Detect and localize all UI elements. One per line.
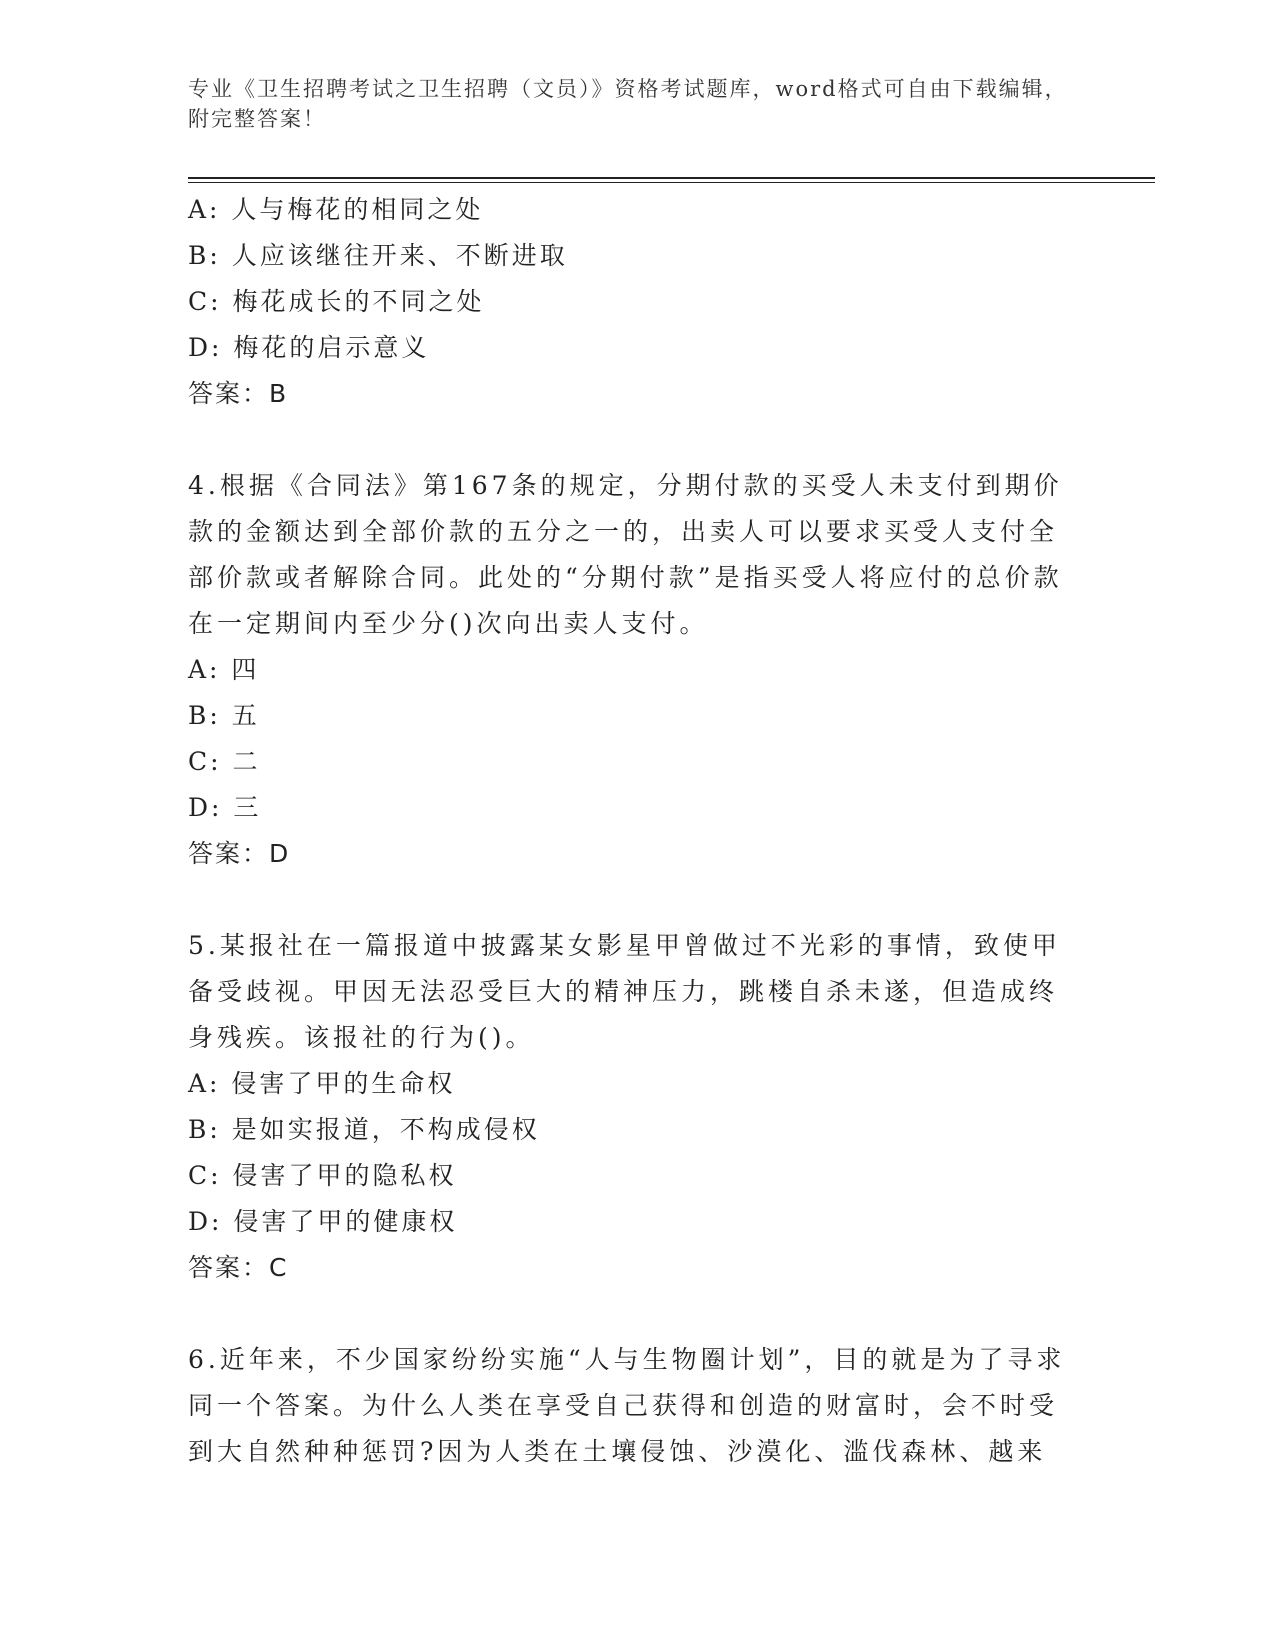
- option-c: C: 梅花成长的不同之处: [188, 287, 485, 316]
- answer-line: 答案：C: [188, 1253, 289, 1282]
- option-a: A: 侵害了甲的生命权: [188, 1069, 456, 1098]
- option-b: B: 五: [188, 701, 260, 730]
- question-list: [188, 187, 1088, 1475]
- option-a: A: 四: [188, 655, 260, 684]
- answer-line: 答案：B: [188, 379, 289, 408]
- question-stem: 6.近年来，不少国家纷纷实施“人与生物圈计划”，目的就是为了寻求同一个答案。为什么人类在享受自己获得和创造的财富时，会不时受到大自然种种惩罚?因为人类在土壤侵蚀、沙漠化、滥伐森林、越来: [188, 1345, 1066, 1466]
- header-rule-thin: [188, 182, 1155, 183]
- question-stem: 5.某报社在一篇报道中披露某女影星甲曾做过不光彩的事情，致使甲备受歧视。甲因无法忍受巨大的精神压力，跳楼自杀未遂，但造成终身残疾。该报社的行为()。: [188, 931, 1061, 1052]
- document-header: 专业《卫生招聘考试之卫生招聘（文员）》资格考试题库，word格式可自由下载编辑，附完整答案！: [188, 77, 1068, 131]
- option-d: D: 梅花的启示意义: [188, 333, 430, 362]
- option-d: D: 三: [188, 793, 262, 822]
- header-rule-thick: [188, 177, 1155, 179]
- question-stem: 4.根据《合同法》第167条的规定，分期付款的买受人未支付到期价款的金额达到全部价款的五分之一的，出卖人可以要求买受人支付全部价款或者解除合同。此处的“分期付款”是指买受人将应付的总价款在一定期间内至少分()次向出卖人支付。: [188, 471, 1063, 638]
- question-4: [188, 463, 1088, 877]
- question-6-partial: [188, 1337, 1088, 1475]
- option-a: A: 人与梅花的相同之处: [188, 195, 484, 224]
- option-c: C: 侵害了甲的隐私权: [188, 1161, 457, 1190]
- answer-line: 答案：D: [188, 839, 291, 868]
- option-d: D: 侵害了甲的健康权: [188, 1207, 458, 1236]
- option-b: B: 人应该继往开来、不断进取: [188, 241, 568, 270]
- question-3-partial: [188, 187, 1088, 417]
- spacer: [188, 877, 1088, 923]
- question-5: [188, 923, 1088, 1291]
- option-c: C: 二: [188, 747, 261, 776]
- spacer: [188, 417, 1088, 463]
- spacer: [188, 1291, 1088, 1337]
- option-b: B: 是如实报道，不构成侵权: [188, 1115, 540, 1144]
